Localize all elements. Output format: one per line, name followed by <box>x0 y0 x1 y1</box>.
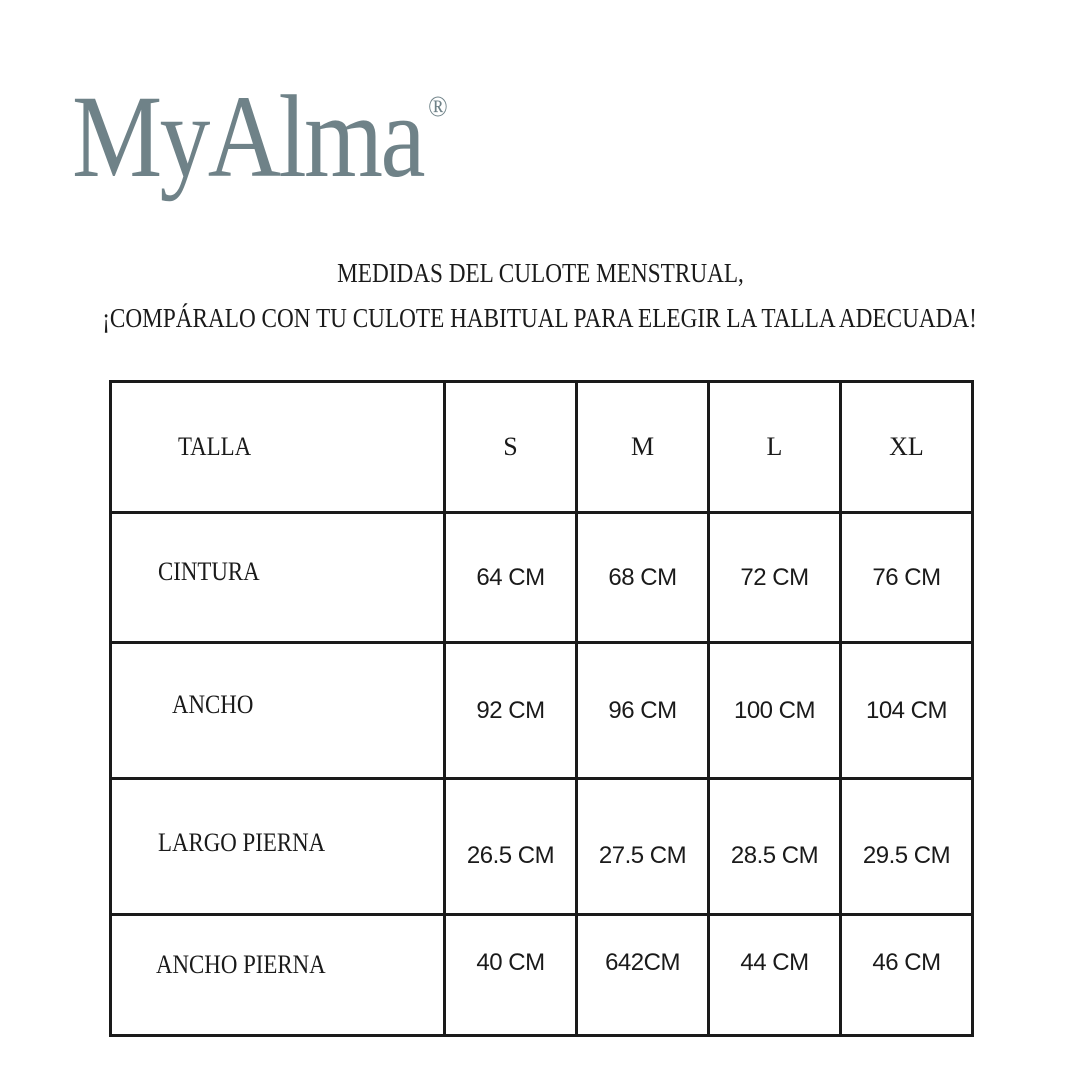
row-label: CINTURA <box>158 556 260 586</box>
brand-logo <box>72 71 448 202</box>
size-header-s: S <box>445 382 577 513</box>
value-cell: 27.5 CM <box>577 779 709 915</box>
header-label-cell <box>111 382 445 513</box>
size-header-m: M <box>577 382 709 513</box>
row-label-cell <box>111 915 445 1036</box>
value-cell: 104 CM <box>841 643 973 779</box>
value-cell: 92 CM <box>445 643 577 779</box>
value-cell: 68 CM <box>577 513 709 643</box>
row-label-cell <box>111 513 445 643</box>
header-row <box>111 382 973 513</box>
value-cell: 642CM <box>577 915 709 1036</box>
row-label: LARGO PIERNA <box>158 827 326 857</box>
value-cell: 46 CM <box>841 915 973 1036</box>
table-row-ancho-pierna <box>111 915 973 1036</box>
row-label: ANCHO PIERNA <box>156 950 326 979</box>
value-cell: 28.5 CM <box>709 779 841 915</box>
header-label: TALLA <box>178 432 252 461</box>
value-cell: 40 CM <box>445 915 577 1036</box>
size-header-l: L <box>709 382 841 513</box>
row-label: ANCHO <box>172 689 254 719</box>
value-cell: 100 CM <box>709 643 841 779</box>
registered-trademark-mark: ® <box>428 90 448 123</box>
brand-name: MyAlma <box>72 71 423 202</box>
table-row-largo-pierna <box>111 779 973 915</box>
value-cell: 44 CM <box>709 915 841 1036</box>
heading-line-2 <box>0 303 1080 334</box>
heading-line-2-text: ¡COMPÁRALO CON TU CULOTE HABITUAL PARA ELEGIR LA TALLA ADECUADA! <box>102 303 978 333</box>
size-header-xl: XL <box>841 382 973 513</box>
row-label-cell <box>111 643 445 779</box>
size-chart-table <box>109 380 974 1037</box>
value-cell: 29.5 CM <box>841 779 973 915</box>
value-cell: 64 CM <box>445 513 577 643</box>
value-cell: 72 CM <box>709 513 841 643</box>
table-row-ancho <box>111 643 973 779</box>
heading-line-1-text: MEDIDAS DEL CULOTE MENSTRUAL, <box>336 258 744 288</box>
table-row-cintura <box>111 513 973 643</box>
row-label-cell <box>111 779 445 915</box>
value-cell: 26.5 CM <box>445 779 577 915</box>
value-cell: 76 CM <box>841 513 973 643</box>
value-cell: 96 CM <box>577 643 709 779</box>
heading-line-1 <box>0 258 1080 289</box>
